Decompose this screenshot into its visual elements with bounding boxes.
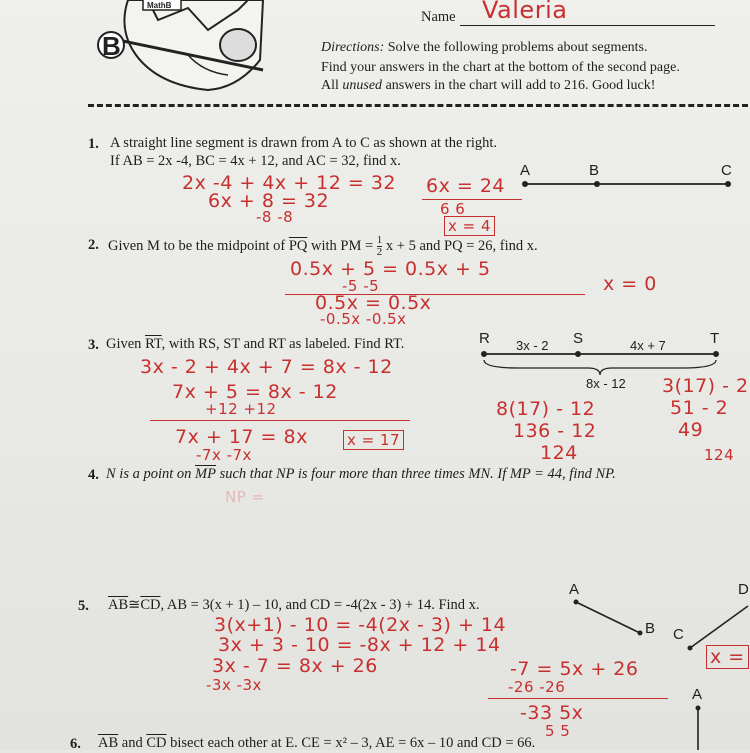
fraction-one-half: $\frac{1}{2}$ <box>376 234 383 258</box>
point-c-label: C <box>721 162 732 179</box>
problem-1-number: 1. <box>88 136 99 152</box>
p3-work-line-4: 7x + 17 = 8x <box>175 426 308 448</box>
segment-rs-label: 3x - 2 <box>516 338 549 353</box>
point-a-label: A <box>520 162 531 179</box>
p3-work-line-2: 7x + 5 = 8x - 12 <box>172 381 338 403</box>
mascot-letter: B <box>102 31 121 61</box>
p5-point-a-label: A <box>569 581 580 598</box>
segment-cd-p6: $\overline{CD}$ <box>146 735 167 751</box>
problem-2-text: Given M to be the midpoint of $\overline{PQ}$ with PM = $\frac{1}{2}$ x + 5 and PQ = 26, find x. <box>108 234 538 258</box>
p5-point-c-label: C <box>673 626 684 643</box>
p1-work-line-2: 6x + 8 = 32 <box>208 190 330 212</box>
dashed-divider <box>88 104 748 107</box>
segment-cd: $\overline{CD}$ <box>140 597 161 613</box>
p1-work-line-4: 6x = 24 <box>426 175 506 197</box>
problem-6-number: 6. <box>70 736 81 752</box>
segment-mp: $\overline{MP}$ <box>195 466 216 482</box>
name-underline <box>460 25 715 26</box>
directions-line-3: All unused answers in the chart will add to 216. Good luck! <box>321 78 656 93</box>
segment-ab: $\overline{AB}$ <box>108 597 129 613</box>
p5-point-d-label: D <box>738 581 749 598</box>
problem-1-segment-diagram <box>515 178 745 190</box>
p5-work-line-2: 3x + 3 - 10 = -8x + 12 + 14 <box>218 634 501 656</box>
point-s-label: S <box>573 330 584 347</box>
p4-faint-work: NP = <box>225 488 265 506</box>
p3-work-line-9: 3(17) - 2 <box>662 375 749 397</box>
math-mascot-logo <box>88 0 278 100</box>
p5-point-b-label: B <box>645 620 656 637</box>
p3-work-line-10: 51 - 2 <box>670 397 729 419</box>
p5-work-line-8: 5 5 <box>545 722 571 740</box>
problem-4-text: N is a point on $\overline{MP}$ such that NP is four more than three times MN. If MP = 44, find NP. <box>106 466 616 482</box>
problem-2-number: 2. <box>88 237 99 253</box>
directions-line-2: Find your answers in the chart at the bottom of the second page. <box>321 60 680 75</box>
p5-work-line-4: -3x -3x <box>206 676 262 694</box>
p3-work-line-3: +12 +12 <box>205 400 277 418</box>
student-name: Valeria <box>482 0 568 24</box>
p1-fraction-bar <box>422 199 522 200</box>
point-r-label: R <box>479 330 490 347</box>
problem-1-line-1: A straight line segment is drawn from A to C as shown at the right. <box>110 135 498 151</box>
p3-work-line-5: -7x -7x <box>196 446 252 464</box>
p2-work-line-4: -0.5x -0.5x <box>320 310 407 328</box>
problem-1-line-2: If AB = 2x -4, BC = 4x + 12, and AC = 32, find x. <box>110 153 401 169</box>
p5-work-line-5: -7 = 5x + 26 <box>510 658 639 680</box>
directions-line-1: Directions: Solve the following problems about segments. <box>321 40 648 55</box>
p3-answer-box: x = 17 <box>343 430 404 450</box>
p3-work-line-8: 124 <box>540 442 578 464</box>
p5-work-line-6: -26 -26 <box>508 678 566 696</box>
problem-3-segment-diagram <box>478 348 728 378</box>
segment-rt: $\overline{RT}$ <box>145 336 162 352</box>
segment-rt-label: 8x - 12 <box>586 376 626 391</box>
p3-work-line-7: 136 - 12 <box>513 420 597 442</box>
p5-work-line-3: 3x - 7 = 8x + 26 <box>212 655 378 677</box>
problem-4-number: 4. <box>88 467 99 483</box>
problem-6-text: $\overline{AB}$ and $\overline{CD}$ bisect each other at E. CE = x² – 3, AE = 6x – 10 and CD = 66. <box>98 735 536 751</box>
directions-label: Directions: <box>321 40 385 55</box>
segment-pq: $\overline{PQ}$ <box>288 237 308 254</box>
problem-5-number: 5. <box>78 598 89 614</box>
point-t-label: T <box>710 330 720 347</box>
p1-work-line-1: 2x -4 + 4x + 12 = 32 <box>182 172 396 194</box>
problem-3-number: 3. <box>88 337 99 353</box>
p5-work-line-1: 3(x+1) - 10 = -4(2x - 3) + 14 <box>214 614 507 636</box>
name-label: Name <box>421 9 456 25</box>
p2-work-line-3: 0.5x = 0.5x <box>315 292 432 314</box>
p2-work-line-1: 0.5x + 5 = 0.5x + 5 <box>290 258 491 280</box>
problem-3-text: Given $\overline{RT}$, with RS, ST and RT as labeled. Find RT. <box>106 336 405 352</box>
mascot-badge-text: MathB <box>147 1 172 10</box>
p1-work-line-3: -8 -8 <box>256 208 294 226</box>
p5-answer-box: x = <box>706 645 749 669</box>
p3-work-line-1: 3x - 2 + 4x + 7 = 8x - 12 <box>140 356 393 378</box>
p5-work-rule <box>488 698 668 699</box>
p2-work-line-2: -5 -5 <box>342 277 380 295</box>
p6-point-a-label: A <box>692 686 703 703</box>
p5-work-line-7: -33 5x <box>520 702 584 724</box>
p3-work-line-6: 8(17) - 12 <box>496 398 596 420</box>
segment-st-label: 4x + 7 <box>630 338 666 353</box>
p1-answer-box: x = 4 <box>444 216 495 236</box>
p2-answer: x = 0 <box>603 273 657 295</box>
segment-ab-p6: $\overline{AB}$ <box>98 735 119 751</box>
p3-work-line-12: 124 <box>704 446 735 464</box>
p1-work-line-5: 6 6 <box>440 200 466 218</box>
problem-5-text: $\overline{AB}≅\overline{CD}$, AB = 3(x + 1) – 10, and CD = -4(2x - 3) + 14. Find x. <box>108 597 480 613</box>
p3-work-line-11: 49 <box>678 419 704 441</box>
p3-work-rule <box>150 420 410 421</box>
point-b-label: B <box>589 162 600 179</box>
